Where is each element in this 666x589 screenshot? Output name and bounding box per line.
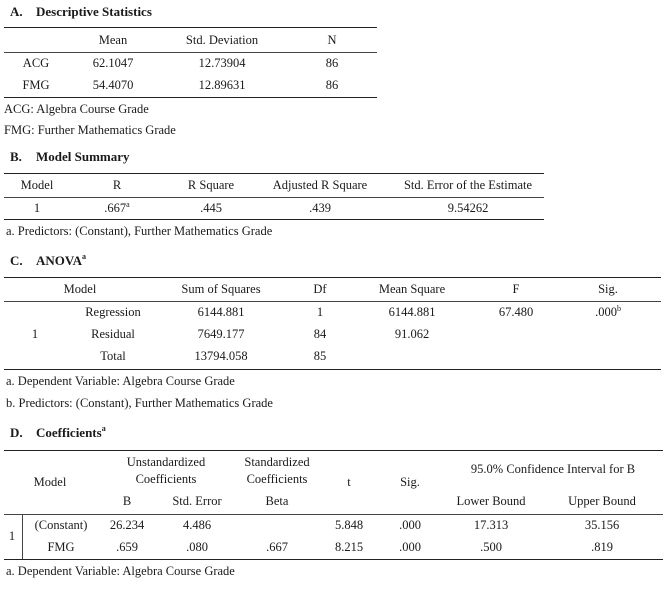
cell-constant-se: 4.486 [182, 518, 212, 532]
col-header-adjusted-r-square: Adjusted R Square [272, 178, 368, 192]
cell-fmg-b: .659 [116, 540, 138, 554]
cell-constant-b: 26.234 [109, 518, 145, 532]
col-header-b: B [122, 494, 132, 508]
cell-fmg-n: 86 [325, 78, 339, 92]
cell-acg-mean: 62.1047 [92, 56, 134, 70]
descriptive-note-fmg: FMG: Further Mathematics Grade [4, 123, 176, 137]
col-header-unstandardized-1: Unstandardized [126, 455, 206, 469]
row-label-acg: ACG [22, 56, 50, 70]
cell-regression-ss: 6144.881 [197, 305, 245, 319]
cell-fmg-se: .080 [186, 540, 208, 554]
row-label-fmg: FMG [22, 78, 50, 92]
cell-residual-ss: 7649.177 [197, 327, 245, 341]
cell-fmg-lower: .500 [480, 540, 502, 554]
cell-model-number: 1 [33, 201, 41, 215]
cell-regression-f: 67.480 [498, 305, 534, 319]
col-header-standardized-2: Coefficients [246, 472, 308, 486]
cell-fmg-mean: 54.4070 [92, 78, 134, 92]
col-header-sum-of-squares: Sum of Squares [181, 282, 261, 296]
cell-constant-sig: .000 [399, 518, 421, 532]
cell-acg-n: 86 [325, 56, 339, 70]
cell-fmg-sd: 12.89631 [198, 78, 246, 92]
anova-note-predictors: b. Predictors: (Constant), Further Mathematics Grade [6, 396, 273, 410]
col-header-r: R [112, 178, 122, 192]
col-header-std-deviation: Std. Deviation [185, 33, 259, 47]
col-header-model: Model [33, 475, 67, 489]
anova-note-dependent: a. Dependent Variable: Algebra Course Grade [6, 374, 235, 388]
row-label-total: Total [100, 349, 126, 363]
cell-total-ss: 13794.058 [194, 349, 248, 363]
col-header-f: F [512, 282, 520, 296]
cell-anova-model-number: 1 [31, 327, 39, 341]
col-header-model: Model [20, 178, 54, 192]
col-header-confidence-interval: 95.0% Confidence Interval for B [470, 462, 636, 476]
cell-regression-df: 1 [316, 305, 324, 319]
col-header-n: N [327, 33, 337, 47]
cell-residual-df: 84 [313, 327, 327, 341]
col-header-std-error: Std. Error [172, 494, 222, 508]
descriptive-statistics-heading: A. Descriptive Statistics [10, 4, 152, 19]
cell-std-error-estimate: 9.54262 [447, 201, 489, 215]
col-header-mean-square: Mean Square [378, 282, 446, 296]
col-header-sig: Sig. [598, 282, 618, 296]
cell-fmg-beta: .667 [266, 540, 288, 554]
col-header-r-square: R Square [187, 178, 235, 192]
cell-fmg-t: 8.215 [334, 540, 364, 554]
row-label-regression: Regression [85, 305, 141, 319]
row-label-residual: Residual [91, 327, 135, 341]
cell-constant-t: 5.848 [334, 518, 364, 532]
cell-regression-ms: 6144.881 [388, 305, 436, 319]
col-header-mean: Mean [98, 33, 128, 47]
col-header-model: Model [63, 282, 97, 296]
cell-constant-lower: 17.313 [473, 518, 509, 532]
row-label-constant: (Constant) [34, 518, 88, 532]
model-summary-note: a. Predictors: (Constant), Further Mathematics Grade [6, 224, 273, 238]
model-summary-heading: B. Model Summary [10, 149, 130, 164]
cell-fmg-upper: .819 [591, 540, 613, 554]
anova-heading: C. ANOVA$^a$ [10, 252, 86, 268]
cell-coef-model-number: 1 [8, 529, 16, 543]
cell-fmg-sig: .000 [399, 540, 421, 554]
coefficients-heading: D. Coefficients$^a$ [10, 424, 106, 440]
cell-adjusted-r-square: .439 [309, 201, 331, 215]
cell-residual-ms: 91.062 [394, 327, 430, 341]
row-label-fmg: FMG [47, 540, 75, 554]
col-header-beta: Beta [265, 494, 289, 508]
col-header-standardized-1: Standardized [244, 455, 310, 469]
col-header-sig: Sig. [400, 475, 420, 489]
col-header-lower-bound: Lower Bound [456, 494, 526, 508]
cell-acg-sd: 12.73904 [198, 56, 246, 70]
col-header-std-error-estimate: Std. Error of the Estimate [403, 178, 533, 192]
cell-total-df: 85 [313, 349, 327, 363]
col-header-df: Df [313, 282, 327, 296]
cell-r-square: .445 [200, 201, 222, 215]
coefficients-note: a. Dependent Variable: Algebra Course Grade [6, 564, 235, 578]
descriptive-note-acg: ACG: Algebra Course Grade [4, 102, 149, 116]
col-header-t: t [347, 475, 351, 489]
cell-r: .667$^a$ [104, 200, 130, 215]
col-header-unstandardized-2: Coefficients [135, 472, 197, 486]
cell-constant-upper: 35.156 [584, 518, 620, 532]
cell-regression-sig: .000$^b$ [595, 304, 621, 319]
col-header-upper-bound: Upper Bound [568, 494, 636, 508]
